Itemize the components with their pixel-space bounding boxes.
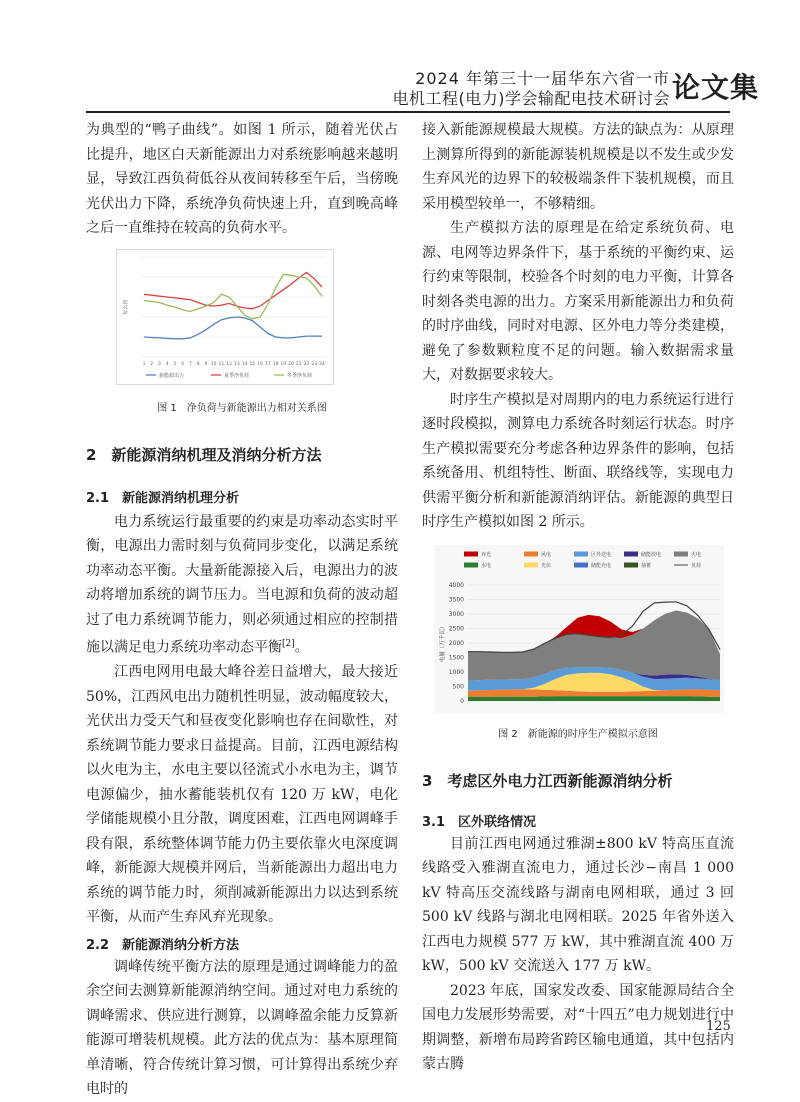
legend-swatch [524,551,538,556]
legend-label: 风电 [541,551,552,558]
legend-label: 冬季净负荷 [287,372,313,379]
paragraph-2-text: 电力系统运行最重要的约束是功率动态实时平衡，电源出力需时刻与负荷同步变化，以满足系统功率动态平衡。大量新能源接入后，电源出力的波动将增加系统的调节压力。当电源和负荷的波动超过了电力系统调节能力，则必须通过相应的控制措施以满足电力系统功率动态平衡 [86,513,398,656]
legend-label: 夏季净负荷 [224,372,250,379]
right-paragraph-1: 接入新能源规模最大规模。方法的缺点为：从原理上测算所得到的新能源装机规模是以不发生或少发生弃风光的边界下的较极端条件下装机规模，而且采用模型较单一，不够精细。 [422,122,734,212]
legend-label: 负荷 [691,562,702,569]
left-paragraph-1: 为典型的“鸭子曲线”。如图 1 所示，随着光伏占比提升，地区白天新能源出力对系统影响越来越明显，导致江西负荷低谷从夜间转移至午后，当傍晚光伏出力下降，系统净负荷快速上升，直到晚高峰之后一直维持在较高的负荷水平。 [86,122,398,236]
y-tick-label: 3500 [448,596,464,603]
legend-label: 储能充电 [591,562,612,569]
figure-2-chart [434,545,724,713]
legend-swatch [574,551,588,556]
x-tick-label: 4 [165,361,169,367]
right-paragraph-4: 目前江西电网通过雅湖±800 kV 特高压直流线路受入雅湖直流电力，通过长沙−南昌 1 000 kV 特高压交流线路与湖南电网相联，通过 3 回 500 kV 线路与湖北电网相联。2025 年省外送入江西电力规模 577 万 kW，其中雅湖直流 400 万 kW，500 kV 交流送入 177 万 kW。 [422,835,734,974]
x-tick-label: 13 [234,361,240,367]
legend-label: 光伏 [541,562,552,569]
legend-label: 新能源出力 [159,372,185,379]
x-tick-label: 12 [226,361,232,367]
x-tick-label: 15 [249,361,256,367]
legend-swatch [464,562,478,567]
figure-1-caption: 图 1 净负荷与新能源出力相对关系图 [157,402,327,414]
reference-2: [2] [282,639,295,649]
legend-label: 抽蓄 [641,562,652,569]
x-tick-label: 3 [158,361,161,367]
figure-1-chart [116,249,334,385]
legend-label: 弃光 [481,551,492,558]
x-tick-label: 14 [241,361,248,367]
left-paragraph-4: 调峰传统平衡方法的原理是通过调峰能力的盈余空间去测算新能源消纳空间。通过对电力系统的调峰需求、供应进行测算，以调峰盈余能力反算新能源可增装机规模。此方法的优点为：基本原理简单清晰，符合传统计算习惯，可计算得出系统少弃电时的 [86,958,398,1098]
header-rule [86,111,730,113]
x-tick-label: 7 [188,361,192,367]
y-axis-label: 电量（万千瓦） [440,623,446,662]
left-paragraph-3: 江西电网用电最大峰谷差日益增大，最大接近 50%，江西风电出力随机性明显，波动幅度较大，光伏出力受天气和昼夜变化影响也存在间歇性，对系统调节能力要求日益提高。目前，江西电源结构以火电为主，水电主要以径流式小水电为主，调节电源偏少，抽水蓄能装机仅有 120 万 kW，电化学储能规模小且分散，调度困难，江西电网调峰手段有限，系统整体调节能力仍主要依靠火电深度调峰，新能源大规模并网后，当新能源出力超出电力系统的调节能力时，须削减新能源出力以达到系统平衡，从而产生弃风弃光现象。 [86,664,398,926]
right-paragraph-5: 2023 年底，国家发改委、国家能源局结合全国电力发展形势需要，对“十四五”电力规划进行中期调整，新增布局跨省跨区输电通道，其中包括内蒙古腾 [422,982,734,1072]
y-tick-label: 2000 [448,639,464,647]
right-paragraph-2: 生产模拟方法的原理是在给定系统负荷、电源、电网等边界条件下，基于系统的平衡约束、运行约束等限制，校验各个时刻的电力平衡，计算各时刻各类电源的出力。方案采用新能源出力和负荷的时序曲线，同时对电源、区外电力等分类建模，避免了参数颗粒度不足的问题。输入数据需求量大，对数据要求较大。 [422,220,734,383]
y-tick-label: 3000 [448,610,464,618]
x-tick-label: 2 [150,361,154,367]
conference-title-line1: 2024 年第三十一届华东六省一市 [415,69,670,88]
figure-2-caption: 图 2 新能源的时序生产模拟示意图 [498,728,658,740]
x-tick-label: 17 [264,361,271,367]
x-tick-label: 20 [288,361,294,367]
conference-title-line2: 电机工程(电力)学会输配电技术研讨会 [392,89,670,108]
section-2-title: 2 新能源消纳机理及消纳分析方法 [86,445,322,464]
legend-swatch [524,562,538,567]
x-tick-label: 10 [210,361,217,367]
y-tick-label: 1500 [448,654,464,661]
y-tick-label: 500 [452,683,464,690]
legend-label: 储能放电 [641,551,662,558]
right-paragraph-3: 时序生产模拟是对周期内的电力系统运行进行逐时段模拟，测算电力系统各时刻运行状态。时序生产模拟需要充分考虑各种边界条件的影响，包括系统备用、机组特性、断面、联络线等，实现电力供需平衡分析和新能源消纳评估。新能源的典型日时序生产模拟如图 2 所示。 [422,391,734,530]
x-tick-label: 23 [311,361,318,367]
legend-label: 区外送电 [591,551,612,558]
right-column [422,118,734,1077]
x-tick-label: 19 [280,361,287,367]
legend-label: 水电 [481,562,492,569]
x-tick-label: 9 [204,361,208,367]
legend-swatch [624,551,638,556]
figure-1 [86,249,398,414]
x-tick-label: 22 [303,361,310,367]
section-2-2-title: 2.2 新能源消纳分析方法 [86,937,240,953]
section-3-1-title: 3.1 区外联络情况 [422,814,537,830]
y-tick-label: 4000 [448,581,464,589]
area-series-1 [468,696,720,701]
x-tick-label: 11 [218,361,225,367]
page-number: 125 [706,1019,731,1034]
legend-swatch [464,551,478,556]
section-3-title: 3 考虑区外电力江西新能源消纳分析 [422,771,673,790]
y-axis-label: 标幺值 [123,298,129,315]
x-tick-label: 6 [181,361,185,367]
y-tick-label: 2500 [448,625,464,632]
left-paragraph-2 [86,510,398,661]
x-tick-label: 8 [196,361,200,367]
y-tick-label: 0 [460,697,464,705]
legend-swatch [624,562,638,567]
legend-swatch [574,562,588,567]
left-column [86,118,398,1102]
x-tick-label: 18 [272,361,279,367]
y-tick-label: 1000 [448,668,464,676]
x-tick-label: 21 [295,361,302,367]
paragraph-2-end: 。 [294,639,309,656]
legend-swatch [674,551,688,556]
legend-label: 火电 [691,551,702,558]
page-header [0,0,800,112]
x-tick-label: 24 [319,361,325,367]
figure-2 [422,545,734,740]
x-tick-label: 5 [173,361,177,367]
x-tick-label: 1 [142,361,146,367]
x-tick-label: 16 [257,361,263,367]
section-2-1-title: 2.1 新能源消纳机理分析 [86,490,240,506]
proceedings-label: 论文集 [672,71,760,104]
